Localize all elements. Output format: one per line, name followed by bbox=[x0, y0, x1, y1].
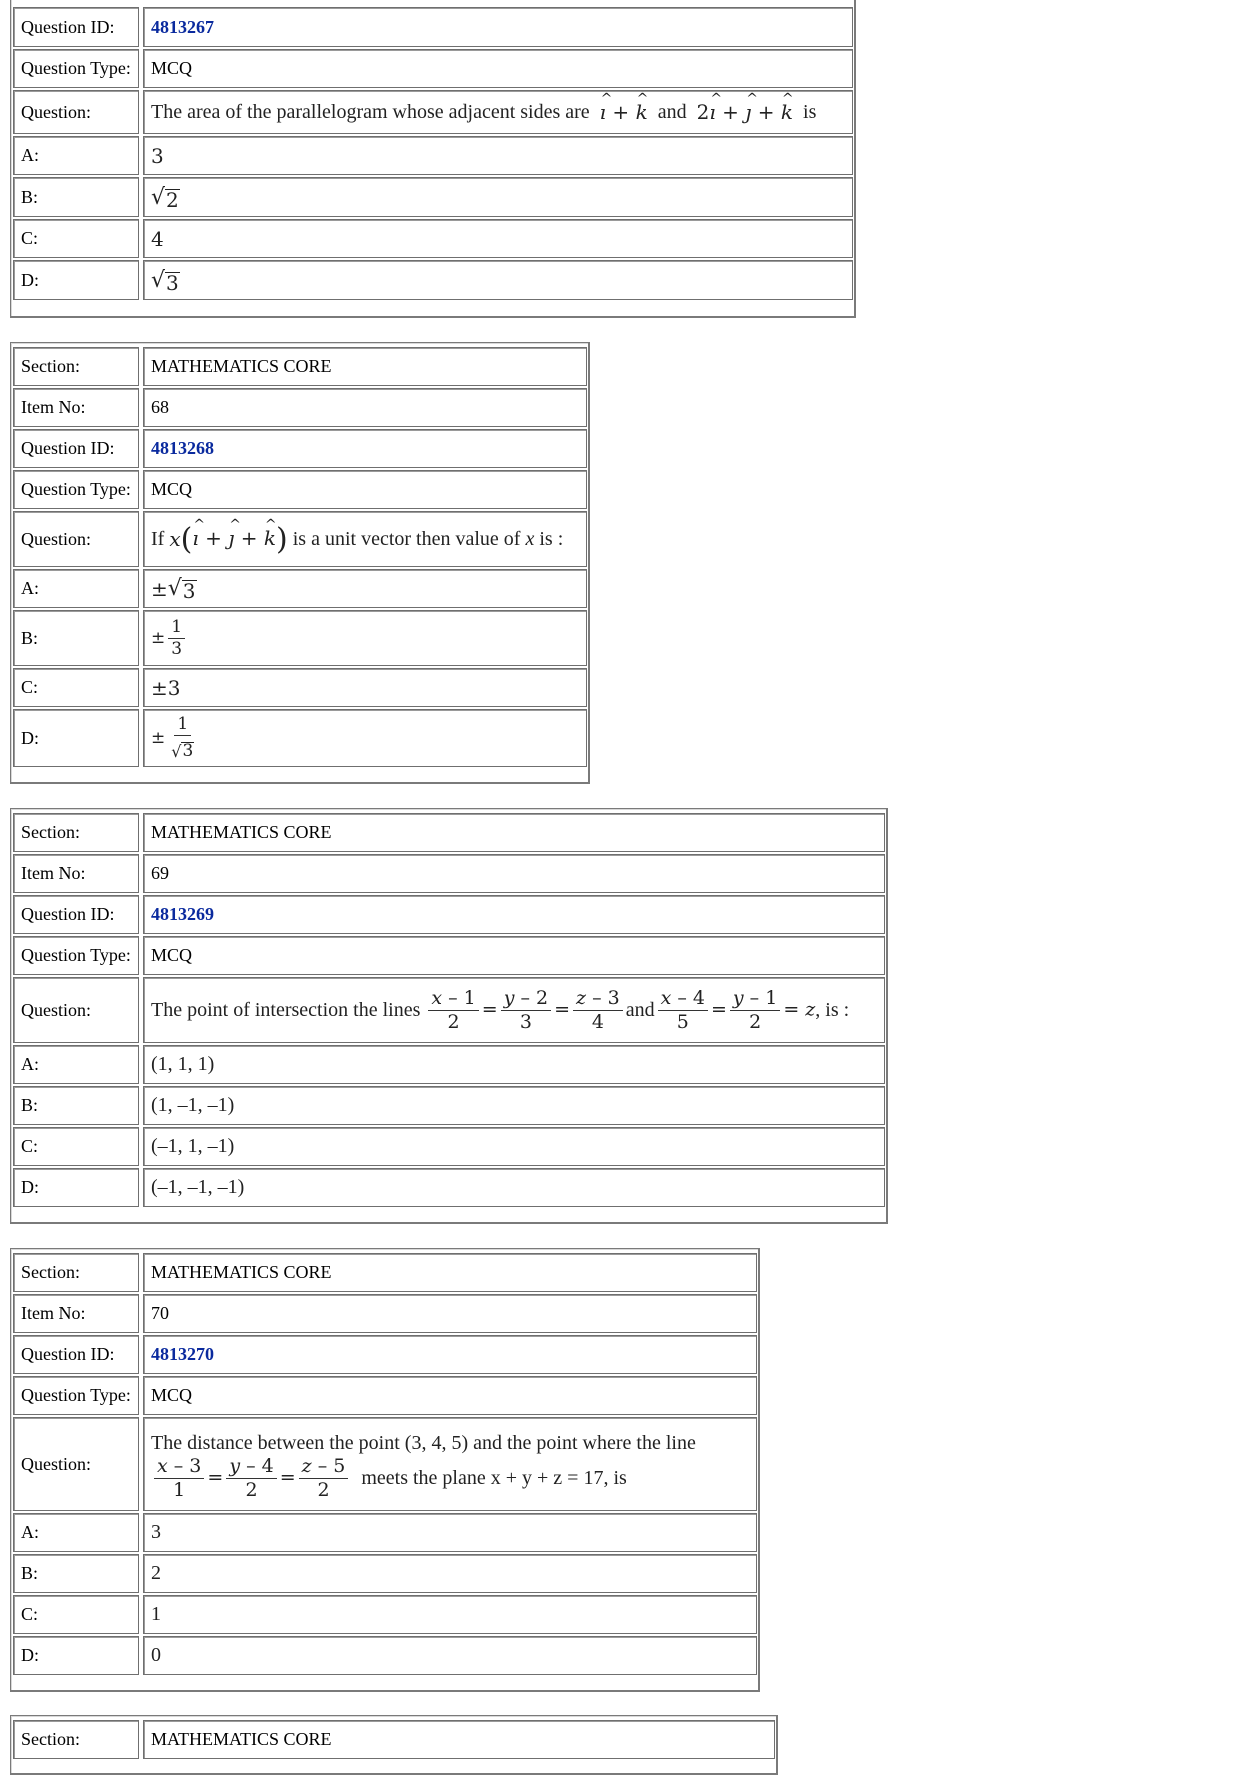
question-mid: and bbox=[657, 100, 687, 123]
question-label: Question: bbox=[13, 90, 139, 134]
var-x-2: x bbox=[525, 527, 535, 550]
section-value: MATHEMATICS CORE bbox=[143, 347, 587, 386]
option-c-value: (–1, 1, –1) bbox=[143, 1127, 885, 1166]
question-block-4813270 bbox=[10, 1248, 760, 1692]
question-line-2-wrap bbox=[151, 1454, 627, 1501]
question-type-value: MCQ bbox=[143, 49, 853, 88]
option-d-value bbox=[143, 709, 587, 767]
option-c-label: C: bbox=[13, 668, 139, 707]
option-b-label: B: bbox=[13, 1554, 139, 1593]
option-a-label: A: bbox=[13, 136, 139, 175]
question-id-value: 4813270 bbox=[143, 1335, 757, 1374]
option-d-label: D: bbox=[13, 1636, 139, 1675]
question-text bbox=[143, 1417, 757, 1511]
question-suffix: is a unit vector then value of bbox=[292, 527, 521, 550]
question-type-value: MCQ bbox=[143, 470, 587, 509]
question-end: is : bbox=[539, 527, 564, 550]
question-type-label: Question Type: bbox=[13, 1376, 139, 1415]
option-c-value: 1 bbox=[143, 1595, 757, 1634]
option-a-value: (1, 1, 1) bbox=[143, 1045, 885, 1084]
option-d-radicand: 3 bbox=[166, 270, 179, 295]
line-equation-2: $\frac{x - 4}{5}$ = $\frac{y - 1}{2}$ = z bbox=[655, 989, 816, 1032]
option-b-value bbox=[143, 610, 587, 666]
option-d-label: D: bbox=[13, 260, 139, 300]
question-line-1: The distance between the point (3, 4, 5) and the point where the line bbox=[151, 1431, 696, 1454]
question-id-value: 4813268 bbox=[143, 429, 587, 468]
question-type-value: MCQ bbox=[143, 1376, 757, 1415]
option-a-label: A: bbox=[13, 1513, 139, 1552]
vector-1: ı ^ + k ^ bbox=[600, 100, 648, 124]
option-d-value: √ 3 bbox=[143, 260, 853, 300]
option-d-label: D: bbox=[13, 709, 139, 767]
option-d-numerator: 1 bbox=[174, 716, 191, 736]
line-equation-1: $\frac{x - 1}{2}$ = $\frac{y - 2}{3}$ = $\frac{z - 3}{4}$ bbox=[425, 989, 625, 1032]
question-prefix: If bbox=[151, 527, 165, 550]
section-value: MATHEMATICS CORE bbox=[143, 1720, 775, 1759]
option-c-value: 4 bbox=[143, 219, 853, 258]
option-b-value: 2 bbox=[143, 1554, 757, 1593]
option-b-sign: ± bbox=[151, 628, 166, 648]
question-id-label: Question ID: bbox=[13, 7, 139, 47]
vector-2: 2ı ^ + ȷ ^ + k ^ bbox=[697, 100, 793, 124]
section-label: Section: bbox=[13, 813, 139, 852]
question-type-label: Question Type: bbox=[13, 936, 139, 975]
item-no-value: 69 bbox=[143, 854, 885, 893]
option-c-label: C: bbox=[13, 1127, 139, 1166]
question-end: , is : bbox=[815, 998, 850, 1021]
option-d-label: D: bbox=[13, 1168, 139, 1207]
section-label: Section: bbox=[13, 1720, 139, 1759]
question-line-2: meets the plane x + y + z = 17, is bbox=[361, 1467, 627, 1489]
question-block-4813269 bbox=[10, 808, 888, 1224]
option-b-numerator: 1 bbox=[168, 619, 185, 639]
question-suffix: is bbox=[803, 100, 817, 123]
option-b-value: √ 2 bbox=[143, 177, 853, 217]
option-b-denominator: 3 bbox=[171, 638, 183, 659]
option-b-label: B: bbox=[13, 610, 139, 666]
question-label: Question: bbox=[13, 1417, 139, 1511]
question-block-4813268 bbox=[10, 342, 590, 784]
question-id-value: 4813267 bbox=[143, 7, 853, 47]
item-no-value: 70 bbox=[143, 1294, 757, 1333]
var-x: x bbox=[169, 527, 181, 551]
option-a-label: A: bbox=[13, 1045, 139, 1084]
option-d-value: 0 bbox=[143, 1636, 757, 1675]
item-no-label: Item No: bbox=[13, 854, 139, 893]
option-b-radicand: 2 bbox=[166, 187, 179, 212]
question-text bbox=[143, 511, 587, 567]
question-id-label: Question ID: bbox=[13, 1335, 139, 1374]
section-label: Section: bbox=[13, 347, 139, 386]
line-equation: $\frac{x - 3}{1}$ = $\frac{y - 4}{2}$ = $\frac{z - 5}{2}$ bbox=[151, 1457, 351, 1500]
option-a-value: 3 bbox=[143, 1513, 757, 1552]
question-label: Question: bbox=[13, 511, 139, 567]
question-type-value: MCQ bbox=[143, 936, 885, 975]
question-block-next bbox=[10, 1715, 778, 1775]
question-type-label: Question Type: bbox=[13, 470, 139, 509]
question-and: and bbox=[625, 998, 655, 1021]
option-a-sign: ± bbox=[151, 576, 168, 601]
question-prefix: The area of the parallelogram whose adjacent sides are bbox=[151, 100, 590, 123]
option-c-label: C: bbox=[13, 1595, 139, 1634]
question-id-label: Question ID: bbox=[13, 895, 139, 934]
option-b-label: B: bbox=[13, 177, 139, 217]
option-b-label: B: bbox=[13, 1086, 139, 1125]
option-a-radicand: 3 bbox=[182, 579, 196, 603]
option-d-sign: ± bbox=[151, 728, 166, 748]
option-c-value: ±3 bbox=[143, 668, 587, 707]
option-d-denominator: √ 3 bbox=[171, 740, 194, 761]
item-no-label: Item No: bbox=[13, 388, 139, 427]
question-text bbox=[143, 977, 885, 1043]
question-block-4813267 bbox=[10, 0, 856, 318]
vector-expression: (ı ^ + ȷ ^ + k ^) bbox=[181, 522, 288, 557]
question-text bbox=[143, 90, 853, 134]
option-a-value: ± √ 3 bbox=[143, 569, 587, 608]
option-a-label: A: bbox=[13, 569, 139, 608]
option-b-value: (1, –1, –1) bbox=[143, 1086, 885, 1125]
section-value: MATHEMATICS CORE bbox=[143, 1253, 757, 1292]
option-c-label: C: bbox=[13, 219, 139, 258]
question-type-label: Question Type: bbox=[13, 49, 139, 88]
question-id-value: 4813269 bbox=[143, 895, 885, 934]
question-prefix: The point of intersection the lines bbox=[151, 998, 421, 1021]
option-a-value: 3 bbox=[143, 136, 853, 175]
question-id-label: Question ID: bbox=[13, 429, 139, 468]
section-value: MATHEMATICS CORE bbox=[143, 813, 885, 852]
item-no-label: Item No: bbox=[13, 1294, 139, 1333]
item-no-value: 68 bbox=[143, 388, 587, 427]
option-d-value: (–1, –1, –1) bbox=[143, 1168, 885, 1207]
question-label: Question: bbox=[13, 977, 139, 1043]
section-label: Section: bbox=[13, 1253, 139, 1292]
